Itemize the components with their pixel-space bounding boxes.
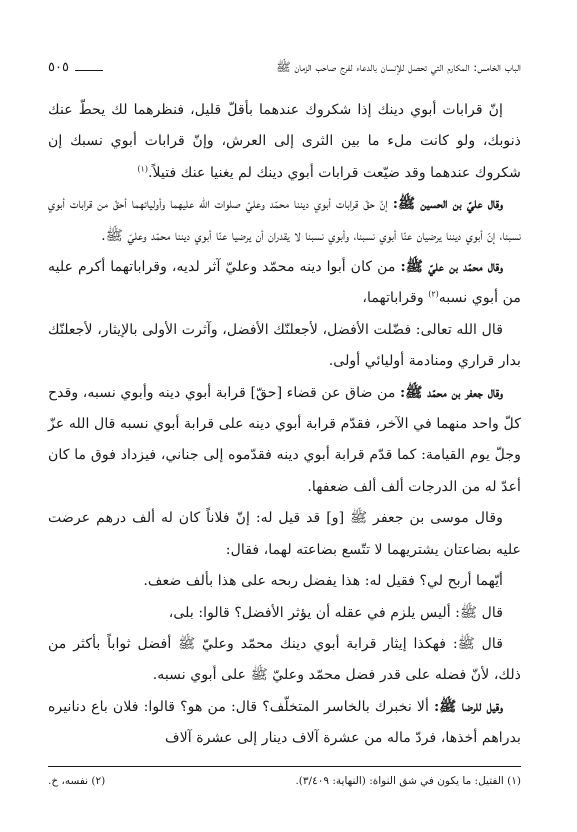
speaker-label: وقال جعفر بن محمّد ﷺ: xyxy=(400,384,503,401)
page-number: ٥٠٥ xyxy=(48,60,69,75)
paragraph-4: قال الله تعالى: فضّلت الأفضل، لأجعلنّك الأفضل، وآثرت الأولى بالإيثار، لأجعلنّك بدار قراري ومنادمة أوليائي أولى. xyxy=(48,321,521,370)
speaker-label: وقال محمّد بن عليّ ﷺ: xyxy=(400,259,504,276)
footnote-1: (١) الفتيل: ما يكون في شق النواة: (النهاية: ٣/٤٠٩). xyxy=(295,775,521,787)
page-number-group xyxy=(48,59,109,77)
footnote-2: (٢) نفسه، خ. xyxy=(48,775,106,787)
speaker-label: وقال عليّ بن الحسين ﷺ: xyxy=(392,196,503,213)
footnote-ref-1: (١) xyxy=(137,164,148,174)
paragraph-3: وقال محمّد بن عليّ ﷺ: من كان أبوا دينه محمّد وعليّ آثر لديه، وقراباتهما أكرم عليه من أبوي نسبه$^{(٢)}$ وقراباتهما، xyxy=(48,259,521,307)
paragraph-2: وقال عليّ بن الحسين ﷺ: إنّ حقّ قرابات أبوي ديننا محمّد وعليّ صلوات الله عليهما وأوليائهما أحقّ من قرابات أبوي نسبنا، إنّ أبوي ديننا يرضيان عنّا أبوي نسبنا، وأبوي نسبنا لا يقدران أن يرضيا عنّا أبوي ديننا محمّد وعليّ ﷺ. xyxy=(48,196,521,244)
chapter-title: الباب الخامس: المكارم التي تحصل للإنسان بالدعاء لفرج صاحب الزمان ﷺ xyxy=(276,60,521,74)
paragraph-9: قال ﷺ: فهكذا إيثار قرابة أبوي دينك محمّد وعليّ ﷺ أفضل ثواباً بأكثر من ذلك، لأنّ فضله على قدر فضل محمّد وعليّ ﷺ على أبوي نسبه. xyxy=(48,635,521,684)
paragraph-8: قال ﷺ: أليس يلزم في عقله أن يؤثر الأفضل؟ قالوا: بلى، xyxy=(168,604,503,621)
body-text xyxy=(48,95,521,755)
paragraph-5: وقال جعفر بن محمّد ﷺ: من ضاق عن قضاء [حقّ] قرابة أبوي دينه وأبوي نسبه، وقدح كلّ واحد منهما في الآخر، فقدّم قرابة أبوي دينه على قرابة أبوي نسبه قال الله عزّ وجلّ يوم القيامة: كما قدّم قرابة أبوي دينه فقدّموه إلى جناني، فيزداد فوق ما كان أعدّ له من الدرجات ألف ألف ضعفها. xyxy=(48,384,521,495)
footnote-ref-2: (٢) xyxy=(428,289,439,299)
paragraph-6: وقال موسى بن جعفر ﷺ [و] قد قيل له: إنّ فلاناً كان له ألف درهم عرضت عليه بضاعتان يشتريهما لا تتّسع بضاعته لهما، فقال: xyxy=(48,510,521,558)
header-rule xyxy=(75,70,103,71)
footnotes xyxy=(48,766,521,789)
paragraph-1: إنّ قرابات أبوي دينك إذا شكروك عندهما بأقلّ قليل، فنظرهما لك يحطّ عنك ذنوبك، ولو كانت ملء ما بين الثرى إلى العرش، وإنّ قرابات أبوي نسبك إن شكروك عندهما وقد ضيّعت قرابات أبوي دينك لم يغنيا عنك فتيلاً.$^{(١)}$ xyxy=(48,102,521,181)
running-header xyxy=(48,58,521,95)
speaker-label: وقيل للرضا ﷺ: xyxy=(433,698,504,715)
paragraph-10: وقيل للرضا ﷺ: ألا نخبرك بالخاسر المتخلّف؟ قال: من هو؟ قالوا: فلان باع دنانيره بدراهم أخذها، فردّ ماله من عشرة آلاف دينار إلى عشرة آلاف xyxy=(48,698,521,747)
paragraph-7: أيّهما أربح لي؟ فقيل له: هذا يفضل ربحه على هذا بألف ضعف. xyxy=(143,573,503,590)
